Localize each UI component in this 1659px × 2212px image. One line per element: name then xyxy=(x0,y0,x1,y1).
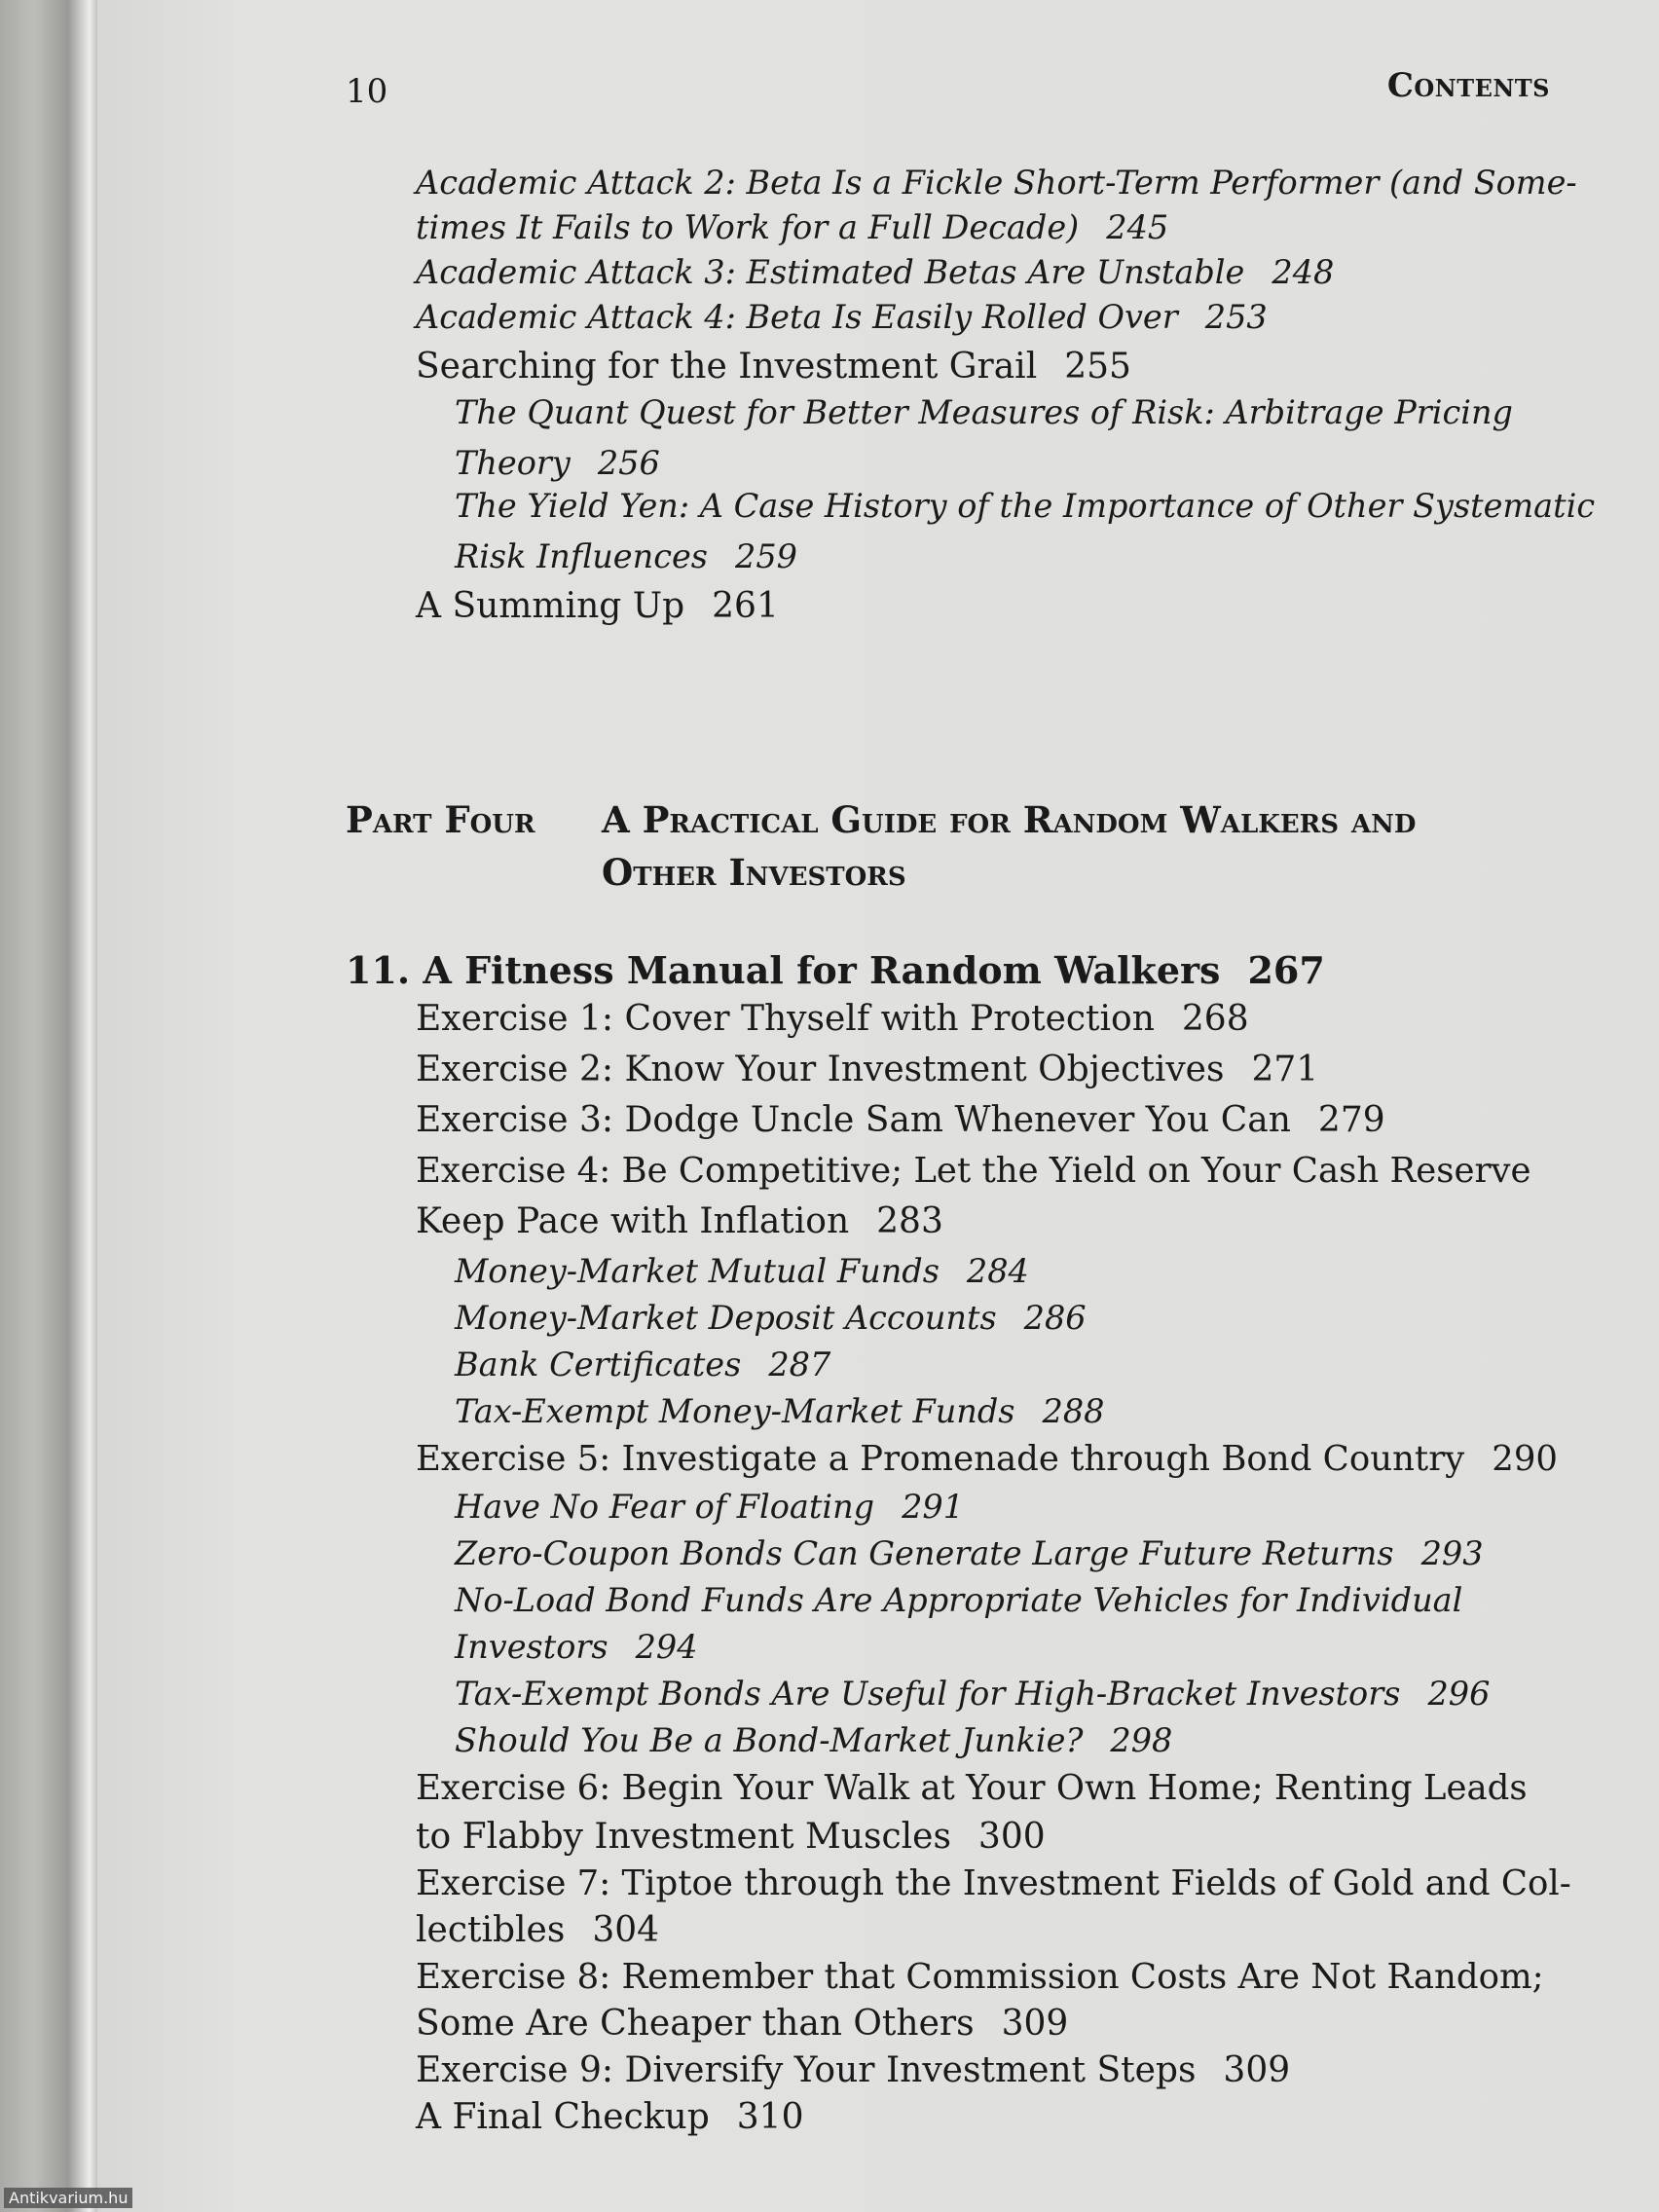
toc-entry-academic-attack-3: Academic Attack 3: Estimated Betas Are Unstable 248 xyxy=(416,253,1335,291)
toc-entry-zero-coupon: Zero-Coupon Bonds Can Generate Large Future Returns 293 xyxy=(455,1534,1484,1572)
toc-page: 293 xyxy=(1420,1534,1484,1572)
toc-entry-academic-attack-2: Academic Attack 2: Beta Is a Fickle Short-Term Performer (and Some- xyxy=(416,164,1577,202)
toc-page: 245 xyxy=(1106,208,1169,246)
toc-entry-exercise-8-cont: Some Are Cheaper than Others 309 xyxy=(416,2004,1069,2044)
toc-page: 287 xyxy=(768,1346,831,1383)
toc-entry-bank-certificates: Bank Certificates 287 xyxy=(455,1346,831,1383)
table-of-contents xyxy=(97,0,1659,2212)
toc-page: 304 xyxy=(592,1910,660,1950)
toc-page: 256 xyxy=(597,444,660,482)
toc-entry-quant-quest: The Quant Quest for Better Measures of Risk: Arbitrage Pricing xyxy=(455,393,1513,431)
toc-entry-tax-exempt-bonds: Tax-Exempt Bonds Are Useful for High-Bracket Investors 296 xyxy=(455,1675,1491,1713)
toc-page: 286 xyxy=(1023,1299,1087,1337)
toc-page: 283 xyxy=(876,1201,943,1241)
running-head: Contents xyxy=(1386,66,1550,105)
toc-entry-final-checkup: A Final Checkup 310 xyxy=(416,2097,804,2137)
part-title-line-1: A Practical Guide for Random Walkers and xyxy=(602,798,1417,841)
toc-page: 294 xyxy=(635,1628,698,1666)
toc-entry-yield-yen: The Yield Yen: A Case History of the Importance of Other Systematic xyxy=(455,487,1596,525)
toc-page: 288 xyxy=(1042,1392,1105,1430)
toc-entry-academic-attack-2-cont: times It Fails to Work for a Full Decade) 245 xyxy=(416,208,1169,246)
toc-entry-exercise-6-cont: to Flabby Investment Muscles 300 xyxy=(416,1817,1046,1857)
toc-page: 261 xyxy=(712,586,779,626)
toc-page: 290 xyxy=(1492,1439,1558,1479)
toc-entry-investment-grail: Searching for the Investment Grail 255 xyxy=(416,347,1131,387)
toc-entry-exercise-9: Exercise 9: Diversify Your Investment Steps 309 xyxy=(416,2050,1291,2090)
chapter-heading xyxy=(346,948,1325,992)
toc-page: 300 xyxy=(977,1817,1046,1857)
toc-entry-exercise-4-cont: Keep Pace with Inflation 283 xyxy=(416,1201,943,1241)
toc-page: 291 xyxy=(902,1488,965,1526)
toc-entry-exercise-1: Exercise 1: Cover Thyself with Protection 268 xyxy=(416,999,1249,1039)
toc-entry-tax-exempt-mm-funds: Tax-Exempt Money-Market Funds 288 xyxy=(455,1392,1105,1430)
toc-entry-exercise-3: Exercise 3: Dodge Uncle Sam Whenever You Can 279 xyxy=(416,1100,1385,1140)
toc-entry-no-load-bond-funds: No-Load Bond Funds Are Appropriate Vehicles for Individual xyxy=(455,1581,1463,1619)
part-label: Part Four xyxy=(346,798,535,841)
toc-entry-exercise-4: Exercise 4: Be Competitive; Let the Yield on Your Cash Reserve xyxy=(416,1151,1531,1191)
toc-entry-academic-attack-4: Academic Attack 4: Beta Is Easily Rolled Over 253 xyxy=(416,298,1268,336)
toc-page: 253 xyxy=(1204,298,1268,336)
toc-entry-deposit-accounts: Money-Market Deposit Accounts 286 xyxy=(455,1299,1087,1337)
toc-page: 259 xyxy=(735,537,797,575)
toc-page: 310 xyxy=(736,2097,804,2137)
page-number: 10 xyxy=(346,72,388,111)
toc-entry-money-market-funds: Money-Market Mutual Funds 284 xyxy=(455,1252,1029,1290)
toc-entry-summing-up: A Summing Up 261 xyxy=(416,586,779,626)
toc-page: 284 xyxy=(966,1252,1029,1290)
toc-page: 268 xyxy=(1181,999,1249,1039)
chapter-title: A Fitness Manual for Random Walkers xyxy=(423,948,1221,992)
toc-page: 296 xyxy=(1427,1675,1491,1713)
chapter-number: 11. xyxy=(346,948,411,992)
toc-page: 298 xyxy=(1110,1721,1173,1759)
toc-entry-floating: Have No Fear of Floating 291 xyxy=(455,1488,965,1526)
toc-entry-bond-market-junkie: Should You Be a Bond-Market Junkie? 298 xyxy=(455,1721,1173,1759)
book-page xyxy=(97,0,1659,2212)
part-title-line-2: Other Investors xyxy=(602,851,906,894)
toc-page: 248 xyxy=(1272,253,1335,291)
toc-page: 279 xyxy=(1317,1100,1385,1140)
chapter-page: 267 xyxy=(1247,948,1325,992)
toc-entry-exercise-2: Exercise 2: Know Your Investment Objectives 271 xyxy=(416,1050,1319,1089)
watermark: Antikvarium.hu xyxy=(4,2188,132,2208)
toc-entry-exercise-7-cont: lectibles 304 xyxy=(416,1910,660,1950)
toc-page: 255 xyxy=(1064,347,1131,387)
toc-entry-exercise-7: Exercise 7: Tiptoe through the Investment Fields of Gold and Col- xyxy=(416,1863,1571,1903)
toc-entry-quant-quest-cont: Theory 256 xyxy=(455,444,660,482)
toc-page: 271 xyxy=(1251,1050,1319,1089)
book-spine-edge xyxy=(0,0,97,2212)
toc-entry-exercise-6: Exercise 6: Begin Your Walk at Your Own Home; Renting Leads xyxy=(416,1768,1528,1808)
toc-entry-yield-yen-cont: Risk Influences 259 xyxy=(455,537,797,575)
toc-entry-no-load-bond-funds-cont: Investors 294 xyxy=(455,1628,698,1666)
toc-page: 309 xyxy=(1223,2050,1291,2090)
toc-entry-exercise-5: Exercise 5: Investigate a Promenade through Bond Country 290 xyxy=(416,1439,1558,1479)
toc-page: 309 xyxy=(1001,2004,1069,2044)
toc-entry-exercise-8: Exercise 8: Remember that Commission Costs Are Not Random; xyxy=(416,1957,1544,1997)
